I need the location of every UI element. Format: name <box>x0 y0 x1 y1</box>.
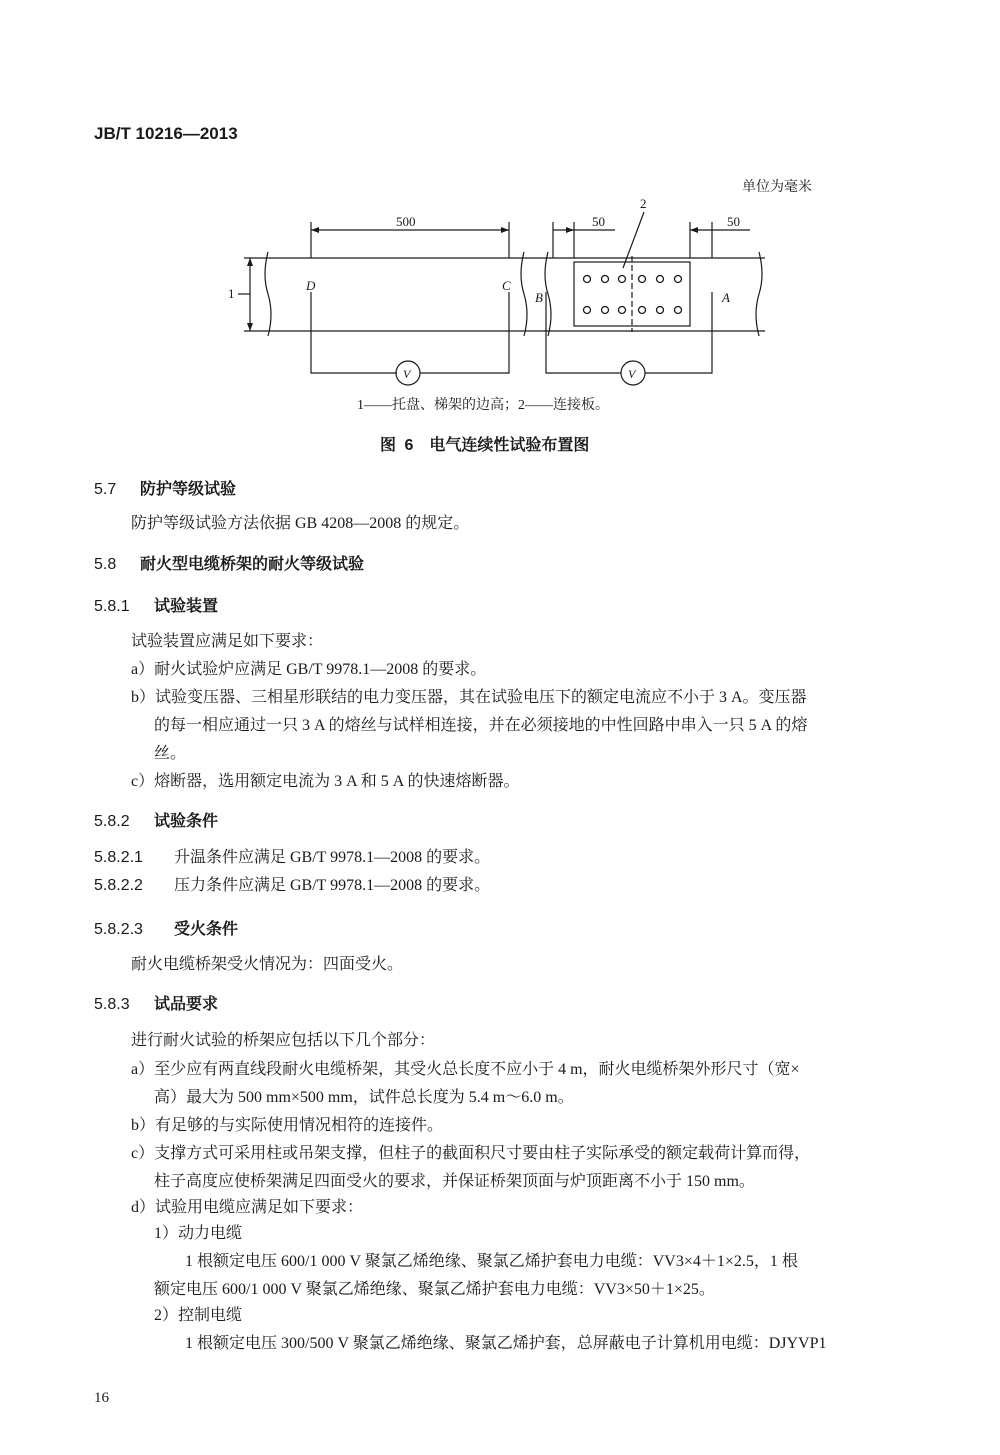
list-item-b: b）有足够的与实际使用情况相符的连接件。 <box>131 1117 444 1134</box>
clause-text: 升温条件应满足 GB/T 9978.1—2008 的要求。 <box>174 849 491 866</box>
section-title: 试品要求 <box>154 996 219 1013</box>
sub-item-1-text-line-1: 1 根额定电压 600/1 000 V 聚氯乙烯绝缘、聚氯乙烯护套电力电缆：VV3×4＋1×2.5，1 根 <box>185 1253 798 1270</box>
clause-number: 5.8.2.1 <box>94 849 143 866</box>
bolt-hole <box>675 307 682 314</box>
point-D-label: D <box>306 278 316 293</box>
callout-2-leader <box>623 212 644 268</box>
unit-note: 单位为毫米 <box>742 180 812 195</box>
bolt-hole <box>657 276 664 283</box>
list-item-b-line-2: 的每一相应通过一只 3 A 的熔丝与试样相连接，并在必须接地的中性回路中串入一只 5 A 的熔 <box>154 717 808 734</box>
list-item-b-line-3: 丝。 <box>154 745 187 762</box>
callout-2-label: 2 <box>640 196 647 211</box>
section-5-8-3-intro: 进行耐火试验的桥架应包括以下几个部分： <box>131 1032 436 1049</box>
section-number: 5.8.3 <box>94 996 130 1013</box>
section-title: 防护等级试验 <box>140 481 237 498</box>
figure-caption: 图 6 电气连续性试验布置图 <box>380 437 590 454</box>
point-B-label: B <box>535 290 543 305</box>
bolt-hole <box>639 276 646 283</box>
voltmeter-left-symbol: V <box>403 367 411 381</box>
clause-5-8-2-2 <box>94 872 490 900</box>
list-item-c-line-2: 柱子高度应使桥架满足四面受火的要求，并保证桥架顶面与炉顶距离不小于 150 mm。 <box>154 1173 755 1190</box>
section-title: 耐火型电缆桥架的耐火等级试验 <box>140 556 365 573</box>
section-heading-5-8-2-3 <box>94 916 238 939</box>
section-5-7-text: 防护等级试验方法依据 GB 4208—2008 的规定。 <box>131 515 470 532</box>
section-title: 受火条件 <box>174 921 239 938</box>
bolt-hole <box>619 307 626 314</box>
tray-right-break <box>756 252 762 336</box>
sub-item-1-title: 1）动力电缆 <box>154 1225 243 1242</box>
list-item-a-line-1: a）至少应有两直线段耐火电缆桥架，其受火总长度不应小于 4 m，耐火电缆桥架外形尺寸（宽× <box>131 1061 800 1078</box>
dim-500-label: 500 <box>396 214 416 229</box>
section-number: 5.8.2 <box>94 813 130 830</box>
section-number: 5.7 <box>94 481 117 498</box>
tray-gap-left <box>521 252 527 336</box>
section-heading-5-8 <box>94 551 364 574</box>
figure-legend: 1——托盘、梯架的边高；2——连接板。 <box>357 398 609 413</box>
standard-code: JB/T 10216—2013 <box>94 124 238 143</box>
dim-50-right-label: 50 <box>727 214 740 229</box>
section-number: 5.8.1 <box>94 598 130 615</box>
sub-item-2-title: 2）控制电缆 <box>154 1307 243 1324</box>
section-heading-5-8-1 <box>94 593 218 616</box>
list-item-a-line-2: 高）最大为 500 mm×500 mm，试件总长度为 5.4 m～6.0 m。 <box>154 1089 574 1106</box>
point-A-label: A <box>722 290 730 305</box>
list-item-b-line-1: b）试验变压器、三相星形联结的电力变压器，其在试验电压下的额定电流应不小于 3 A。变压器 <box>131 689 807 706</box>
section-heading-5-7 <box>94 476 236 499</box>
point-C-label: C <box>502 278 511 293</box>
section-heading-5-8-2 <box>94 808 218 831</box>
clause-text: 压力条件应满足 GB/T 9978.1—2008 的要求。 <box>174 877 491 894</box>
section-number: 5.8.2.3 <box>94 921 143 938</box>
wire-right-meter <box>546 292 621 373</box>
list-item-c-line-1: c）支撑方式可采用柱或吊架支撑，但柱子的截面积尺寸要由柱子实际承受的额定载荷计算而得， <box>131 1145 811 1162</box>
bolt-hole <box>602 307 609 314</box>
page-number: 16 <box>94 1390 109 1406</box>
section-heading-5-8-3 <box>94 991 218 1014</box>
tray-left-break <box>265 252 271 336</box>
bolt-hole <box>675 276 682 283</box>
list-item-a: a）耐火试验炉应满足 GB/T 9978.1—2008 的要求。 <box>131 661 487 678</box>
clause-number: 5.8.2.2 <box>94 877 143 894</box>
section-5-8-1-intro: 试验装置应满足如下要求： <box>131 633 324 650</box>
callout-1-label: 1 <box>228 286 235 301</box>
sub-item-1-text-line-2: 额定电压 600/1 000 V 聚氯乙烯绝缘、聚氯乙烯护套电力电缆：VV3×50＋1×25。 <box>154 1281 715 1298</box>
bolt-hole <box>657 307 664 314</box>
section-title: 试验条件 <box>154 813 219 830</box>
list-item-c: c）熔断器，选用额定电流为 3 A 和 5 A 的快速熔断器。 <box>131 773 520 790</box>
list-item-d: d）试验用电缆应满足如下要求： <box>131 1199 364 1216</box>
voltmeter-right-symbol: V <box>628 367 636 381</box>
bolt-hole <box>602 276 609 283</box>
section-number: 5.8 <box>94 556 117 573</box>
wire-left-meter <box>311 292 397 373</box>
bolt-hole <box>584 276 591 283</box>
section-title: 试验装置 <box>154 598 219 615</box>
bolt-hole <box>619 276 626 283</box>
clause-5-8-2-1 <box>94 844 490 872</box>
bolt-hole <box>584 307 591 314</box>
sub-item-2-text-line-1: 1 根额定电压 300/500 V 聚氯乙烯绝缘、聚氯乙烯护套，总屏蔽电子计算机用电缆：DJYVP1 <box>185 1335 827 1352</box>
bolt-hole <box>639 307 646 314</box>
section-5-8-2-3-text: 耐火电缆桥架受火情况为：四面受火。 <box>131 956 404 973</box>
dim-50-left-label: 50 <box>592 214 605 229</box>
